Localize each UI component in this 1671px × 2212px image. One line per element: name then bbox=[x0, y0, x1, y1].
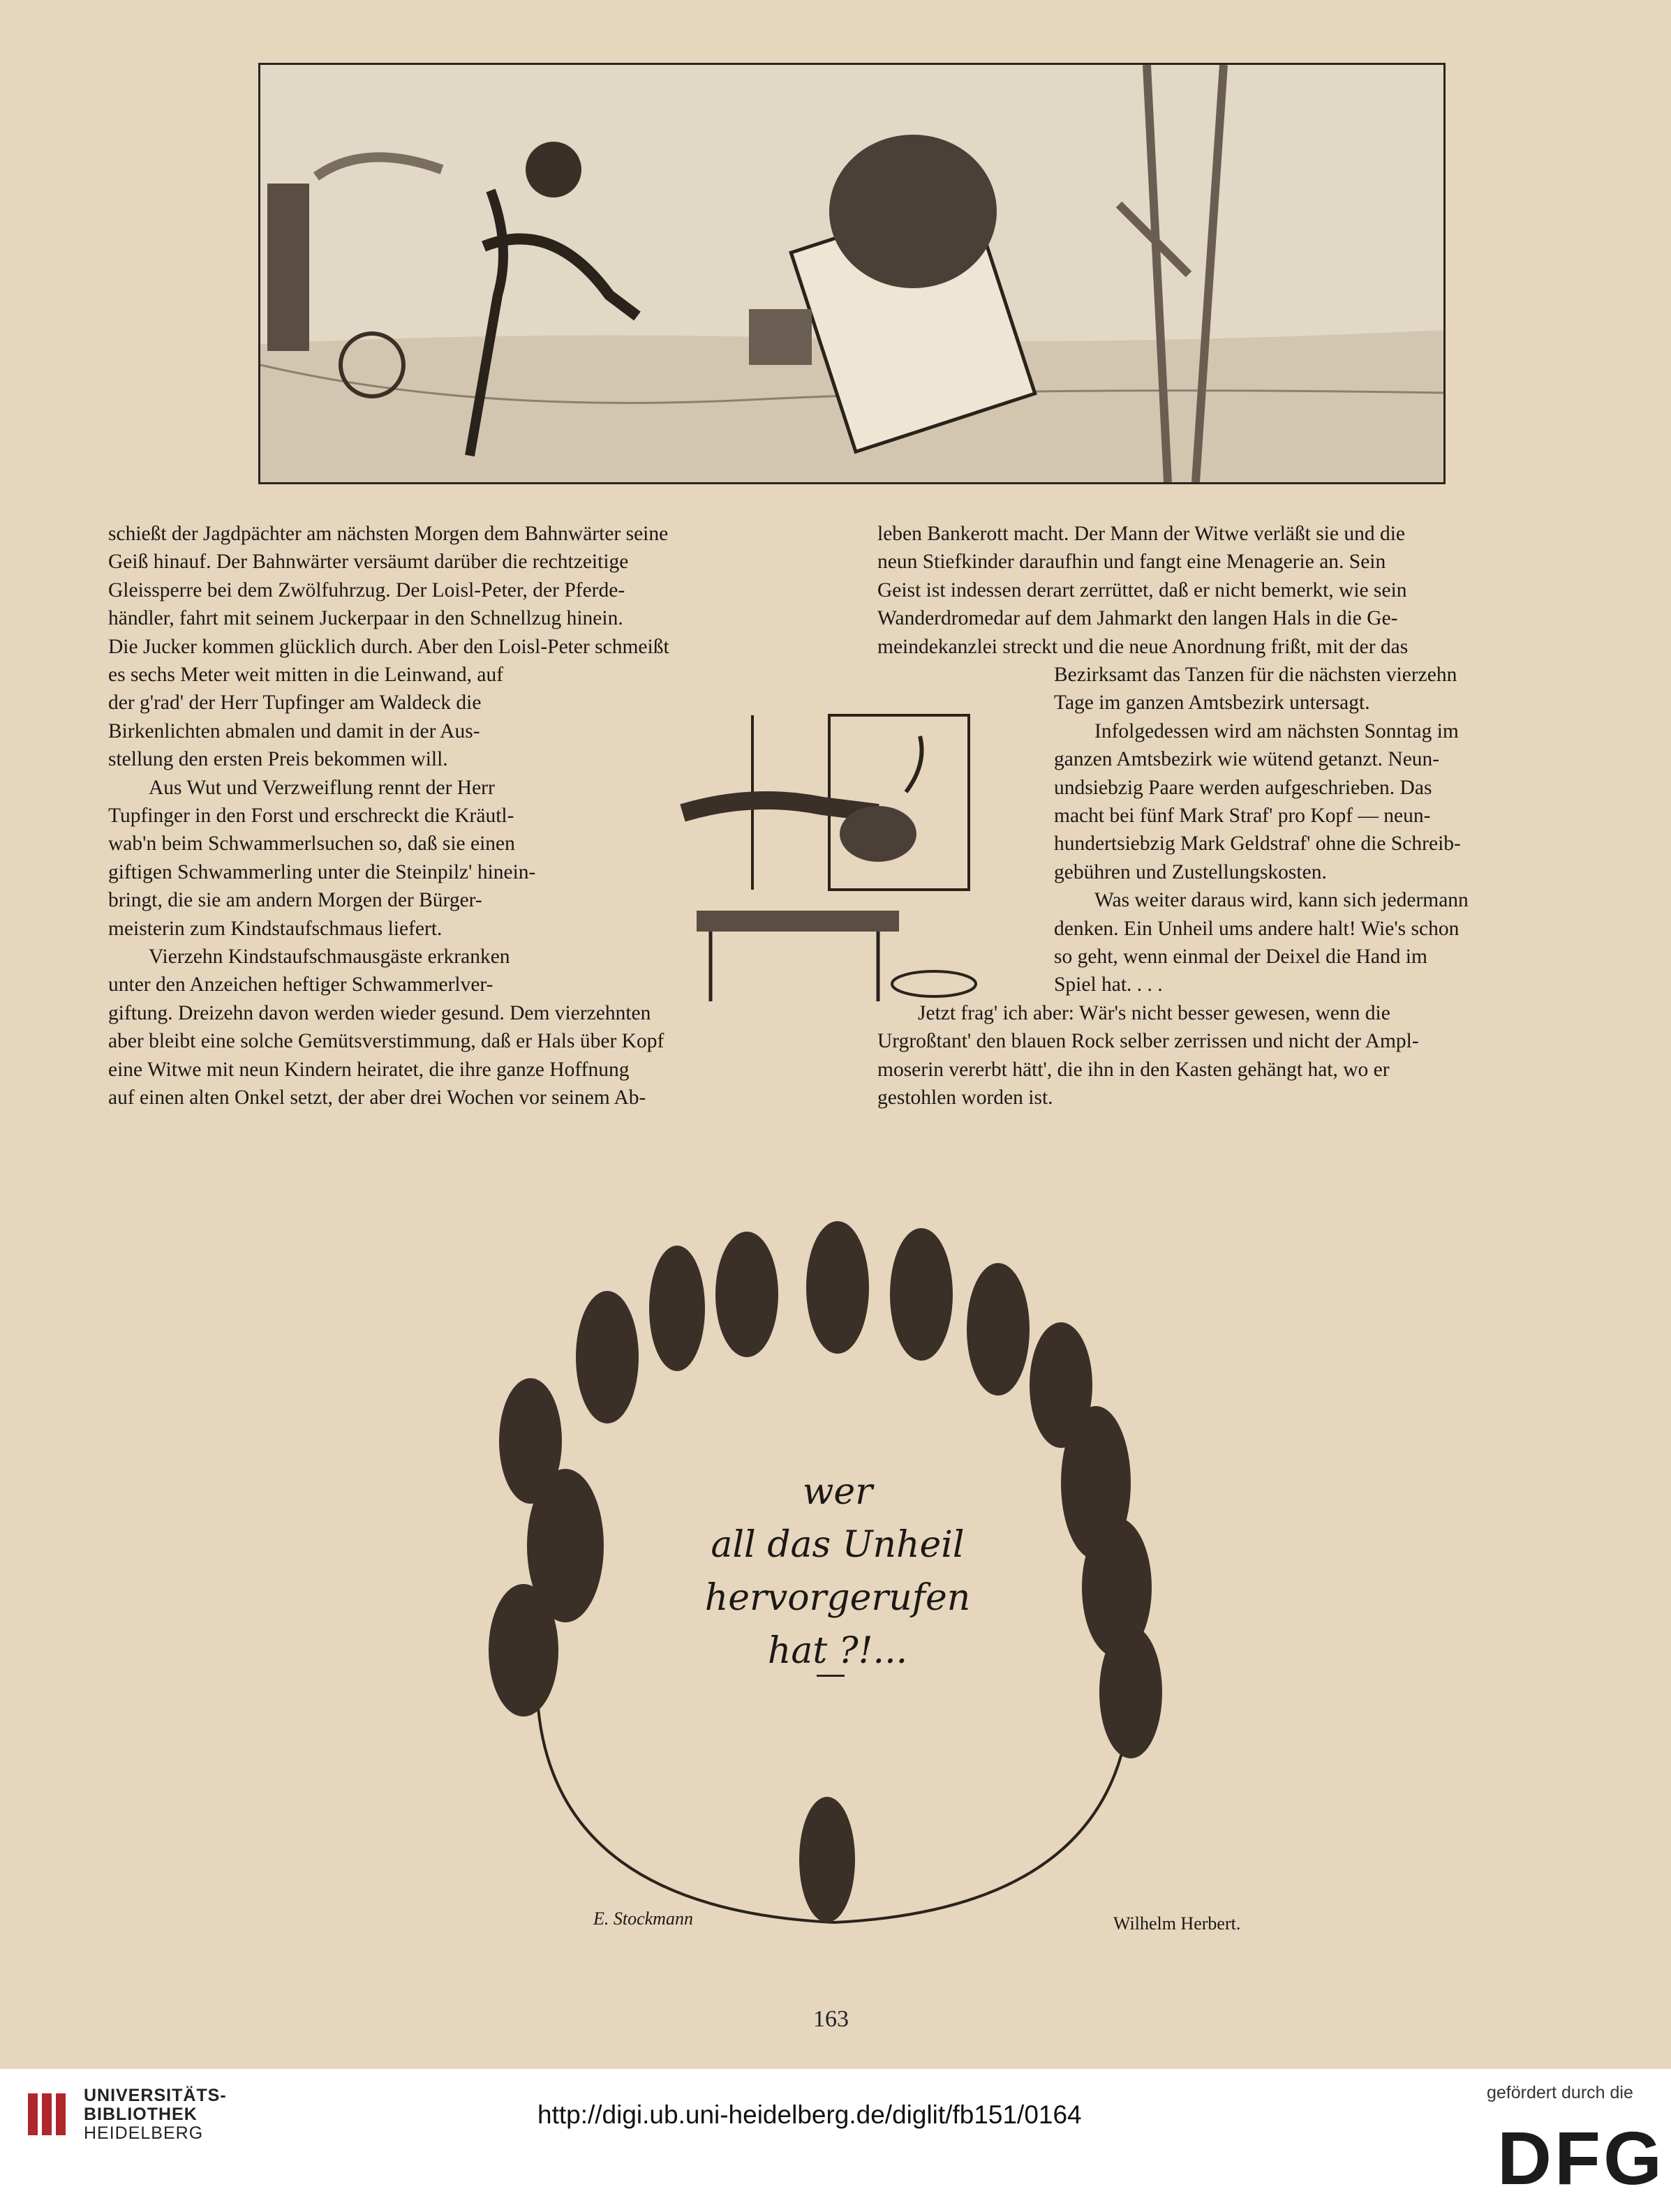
text-line: Gleissperre bei dem Zwölfuhrzug. Der Loisl-Peter, der Pferde- bbox=[108, 578, 625, 601]
text-line: Die Jucker kommen glücklich durch. Aber den Loisl-Peter schmeißt bbox=[108, 635, 669, 658]
source-url-link[interactable]: http://digi.ub.uni-heidelberg.de/diglit/fb151/0164 bbox=[537, 2100, 1082, 2129]
library-name-line: BIBLIOTHEK bbox=[84, 2105, 198, 2124]
left-column-wrap bbox=[108, 661, 635, 999]
text-line: eine Witwe mit neun Kindern heiratet, die ihre ganze Hoffnung bbox=[108, 1058, 630, 1081]
library-name-line: HEIDELBERG bbox=[84, 2123, 204, 2143]
text-line: Aus Wut und Verzweiflung rennt der Herr bbox=[149, 776, 495, 799]
caption-divider bbox=[817, 1675, 845, 1677]
artist-signature: E. Stockmann bbox=[593, 1908, 693, 1929]
caption-line: hat ?!... bbox=[767, 1630, 908, 1672]
caption-line: hervorgerufen bbox=[704, 1577, 971, 1619]
text-line: Spiel hat. . . . bbox=[1054, 973, 1163, 996]
text-line: Bezirksamt das Tanzen für die nächsten vierzehn bbox=[1054, 664, 1457, 686]
text-line: denken. Ein Unheil ums andere halt! Wie's schon bbox=[1054, 917, 1460, 940]
text-line: wab'n beim Schwammerlsuchen so, daß sie einen bbox=[108, 832, 515, 855]
text-line: schießt der Jagdpächter am nächsten Morgen dem Bahnwärter seine bbox=[108, 523, 669, 545]
top-illustration bbox=[258, 63, 1446, 484]
text-line: ganzen Amtsbezirk wie wütend getanzt. Neun- bbox=[1054, 748, 1440, 771]
text-line: Urgroßtant' den blauen Rock selber zerrissen und nicht der Ampl- bbox=[877, 1030, 1419, 1053]
author-name: Wilhelm Herbert. bbox=[1113, 1913, 1241, 1934]
text-line: Wanderdromedar auf dem Jahmarkt den langen Hals in die Ge- bbox=[877, 607, 1398, 630]
library-logo-icon bbox=[21, 2086, 77, 2142]
text-line: meisterin zum Kindstaufschmaus liefert. bbox=[108, 917, 443, 940]
text-line: gebühren und Zustellungskosten. bbox=[1054, 860, 1327, 883]
camel-illustration-graphic bbox=[669, 708, 997, 1019]
text-line: macht bei fünf Mark Straf' pro Kopf — neun- bbox=[1054, 805, 1431, 828]
right-column-wrap bbox=[1054, 661, 1581, 999]
text-line: bringt, die sie am andern Morgen der Bürger- bbox=[108, 889, 482, 912]
handwritten-caption bbox=[670, 1465, 1005, 1677]
text-line: leben Bankerott macht. Der Mann der Witwe verläßt sie und die bbox=[877, 523, 1406, 545]
text-line: so geht, wenn einmal der Deixel die Hand im bbox=[1054, 946, 1427, 969]
text-line: moserin vererbt hätt', die ihn in den Kasten gehängt hat, wo er bbox=[877, 1058, 1390, 1081]
footer-bar bbox=[0, 2069, 1671, 2212]
text-line: undsiebzig Paare werden aufgeschrieben. Das bbox=[1054, 776, 1432, 799]
library-name-line: UNIVERSITÄTS- bbox=[84, 2086, 227, 2105]
text-line: auf einen alten Onkel setzt, der aber drei Wochen vor seinem Ab- bbox=[108, 1086, 646, 1109]
text-line: stellung den ersten Preis bekommen will. bbox=[108, 748, 448, 771]
funder-label: gefördert durch die bbox=[1487, 2083, 1633, 2102]
dfg-logo: DFG bbox=[1497, 2116, 1665, 2200]
text-line: händler, fahrt mit seinem Juckerpaar in den Schnellzug hinein. bbox=[108, 607, 623, 630]
text-line: der g'rad' der Herr Tupfinger am Waldeck die bbox=[108, 692, 482, 715]
painter-illustration-graphic bbox=[260, 65, 1443, 482]
text-line: hundertsiebzig Mark Geldstraf' ohne die Schreib- bbox=[1054, 832, 1461, 855]
caption-line: wer bbox=[802, 1471, 873, 1513]
right-column-top bbox=[877, 520, 1581, 661]
page-number: 163 bbox=[813, 2006, 849, 2032]
text-line: aber bleibt eine solche Gemütsverstimmung, daß er Hals über Kopf bbox=[108, 1030, 664, 1053]
text-line: es sechs Meter weit mitten in die Leinwand, auf bbox=[108, 664, 504, 686]
text-line: meindekanzlei streckt und die neue Anordnung frißt, mit der das bbox=[877, 635, 1409, 658]
text-line: Vierzehn Kindstaufschmausgäste erkranken bbox=[149, 946, 510, 969]
library-name bbox=[84, 2086, 227, 2143]
middle-illustration bbox=[669, 708, 997, 1019]
text-line: Tupfinger in den Forst und erschreckt die Kräutl- bbox=[108, 805, 514, 828]
text-line: giftung. Dreizehn davon werden wieder gesund. Dem vierzehnten bbox=[108, 1002, 651, 1024]
text-line: Was weiter daraus wird, kann sich jedermann bbox=[1094, 889, 1469, 912]
caption-line: all das Unheil bbox=[711, 1524, 965, 1566]
text-line: gestohlen worden ist. bbox=[877, 1086, 1053, 1109]
text-line: Geiß hinauf. Der Bahnwärter versäumt darüber die rechtzeitige bbox=[108, 551, 629, 574]
text-line: Infolgedessen wird am nächsten Sonntag im bbox=[1094, 719, 1459, 742]
text-line: neun Stiefkinder daraufhin und fangt eine Menagerie an. Sein bbox=[877, 551, 1386, 574]
text-line: Jetzt frag' ich aber: Wär's nicht besser gewesen, wenn die bbox=[918, 1002, 1390, 1024]
right-column-bottom bbox=[877, 999, 1581, 1112]
text-line: unter den Anzeichen heftiger Schwammerlver- bbox=[108, 973, 493, 996]
text-line: giftigen Schwammerling unter die Steinpilz' hinein- bbox=[108, 860, 536, 883]
left-column-top bbox=[108, 520, 849, 661]
text-line: Birkenlichten abmalen und damit in der Aus- bbox=[108, 719, 480, 742]
text-line: Tage im ganzen Amtsbezirk untersagt. bbox=[1054, 692, 1370, 715]
text-line: Geist ist indessen derart zerrüttet, daß er nicht bemerkt, wie sein bbox=[877, 578, 1407, 601]
